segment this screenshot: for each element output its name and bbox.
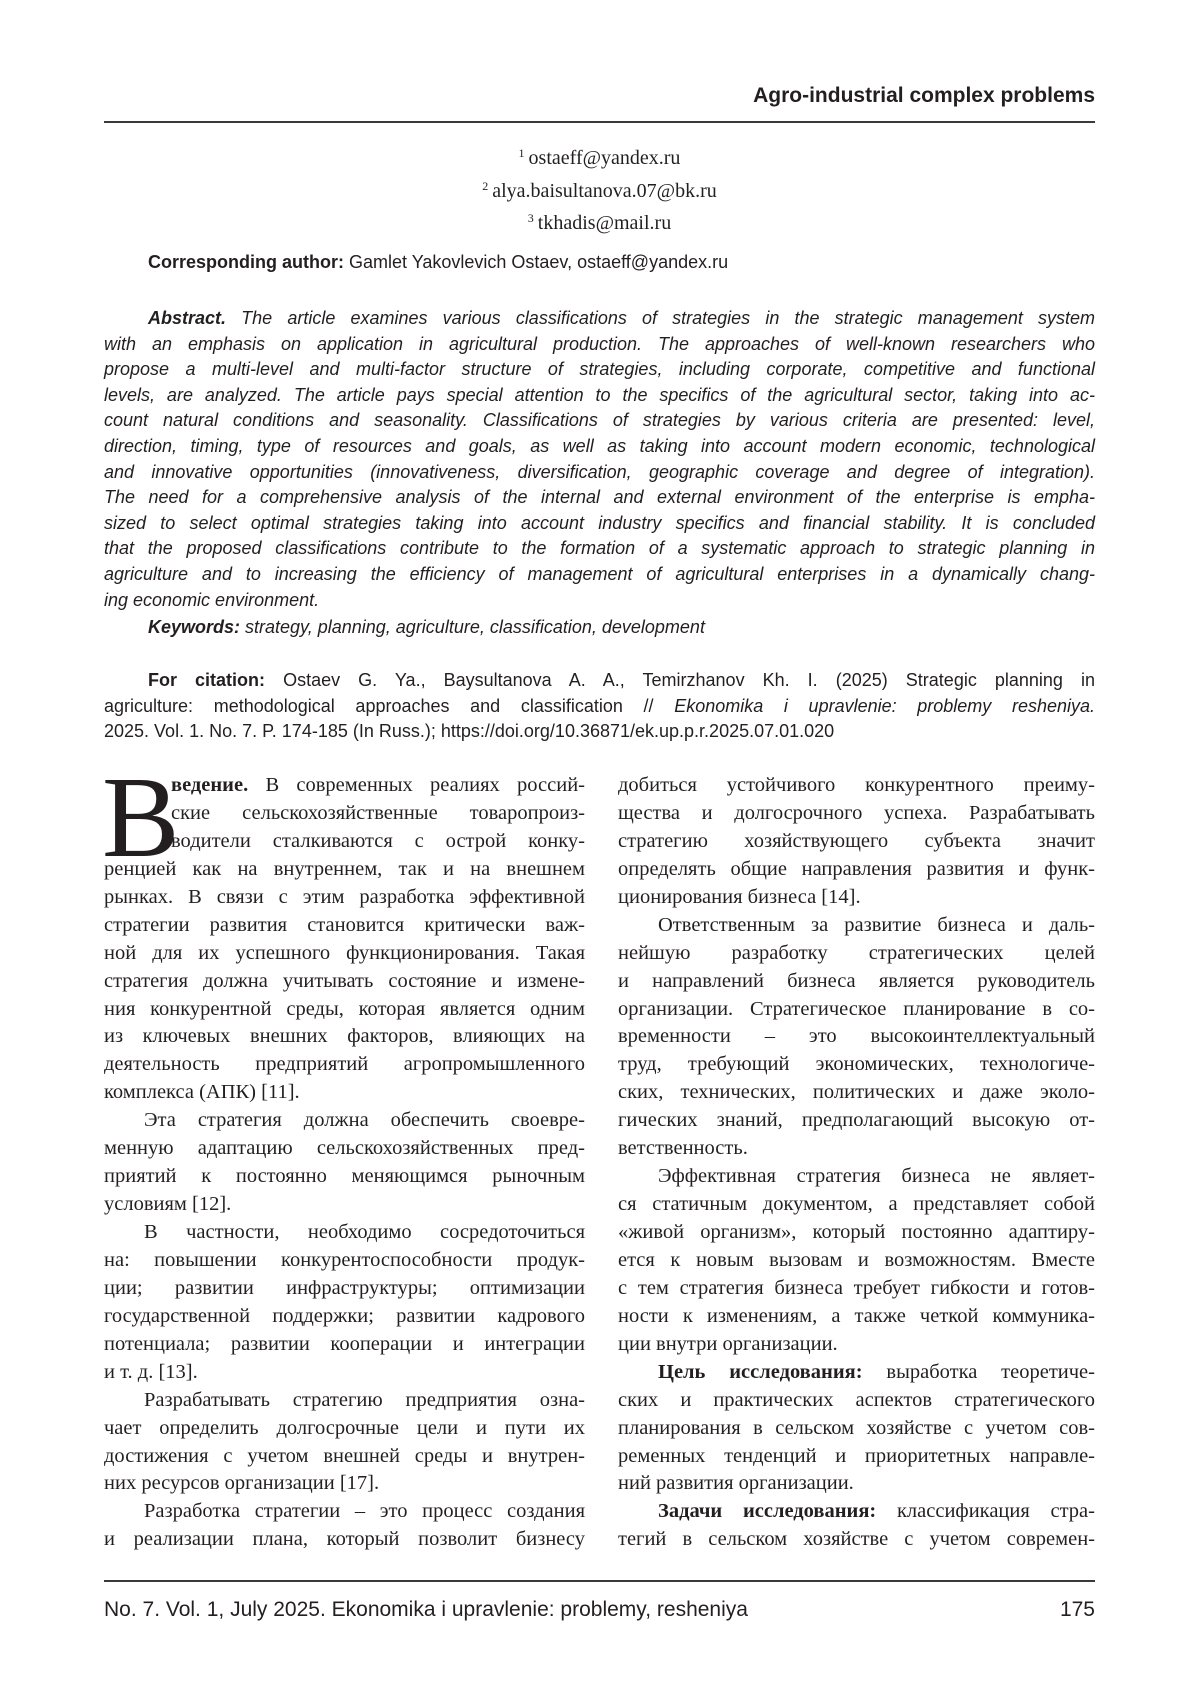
abstract-text: with an emphasis on application in agricultural production. The approaches of well-known researchers who: [104, 334, 1095, 354]
text-line: [104, 1163, 585, 1191]
line-text: потенциала; развитии кооперации и интеграции: [104, 1333, 585, 1355]
paragraph: [104, 1219, 585, 1387]
page-footer: [104, 1598, 1095, 1622]
text-line: [618, 1247, 1095, 1275]
text-line: [104, 1498, 585, 1526]
text-line: [104, 1023, 585, 1051]
body-column-left: [104, 772, 585, 1554]
text-line: [104, 1107, 585, 1135]
text-line: [104, 1387, 585, 1415]
line-text: «живой организм», который постоянно адаптиру-: [618, 1221, 1095, 1243]
abstract-text: count natural conditions and seasonality. Classifications of strategies by various criteria are presented: level,: [104, 410, 1095, 430]
line-text: комплекса (АПК) [11].: [104, 1081, 300, 1103]
abstract-line: [104, 460, 1095, 486]
corresponding-value: Gamlet Yakovlevich Ostaev, ostaeff@yandex.ru: [344, 252, 728, 272]
text-line: [618, 1163, 1095, 1191]
line-text: ветственность.: [618, 1137, 748, 1159]
email-line: [104, 205, 1095, 238]
line-text: ременных тенденций и приоритетных направле-: [618, 1445, 1095, 1467]
corresponding-label: Corresponding author:: [148, 252, 344, 272]
abstract-text: propose a multi-level and multi-factor structure of strategies, including corporate, competitive and functional: [104, 359, 1095, 379]
text-line: [104, 1303, 585, 1331]
text-line: [618, 1331, 1095, 1359]
text-line: [104, 1219, 585, 1247]
line-text: ские сельскохозяйственные товаропроиз-: [171, 802, 585, 824]
line-text: организации. Стратегическое планирование в со-: [618, 998, 1095, 1020]
line-text: них ресурсов организации [17].: [104, 1472, 379, 1494]
citation-text: Ostaev G. Ya., Baysultanova A. A., Temirzhanov Kh. I. (2025) Strategic planning in: [265, 670, 1095, 690]
abstract-line: [104, 332, 1095, 358]
text-line: [618, 1470, 1095, 1498]
text-line: [618, 1079, 1095, 1107]
line-text: ских, технических, политических и даже эколо-: [618, 1081, 1095, 1103]
line-text: стратегию хозяйствующего субъекта значит: [618, 830, 1095, 852]
email-line: [104, 140, 1095, 173]
line-text: ренцией как на внутреннем, так и на внешнем: [104, 858, 585, 880]
abstract-text: agriculture and to increasing the efficiency of management of agricultural enterprises in a dynamically chang-: [104, 564, 1095, 584]
text-line: [618, 1387, 1095, 1415]
abstract-text: The article examines various classifications of strategies in the strategic management system: [226, 308, 1095, 328]
line-text: приятий к постоянно меняющимся рыночным: [104, 1165, 585, 1187]
abstract-line: [104, 485, 1095, 511]
line-text: ских и практических аспектов стратегического: [618, 1389, 1095, 1411]
running-header: Agro-industrial complex problems: [753, 84, 1095, 108]
lead-in: ведение.: [171, 774, 248, 796]
corresponding-author: [148, 252, 728, 273]
text-line: [618, 1415, 1095, 1443]
abstract-line: [104, 536, 1095, 562]
line-text: планирования в сельском хозяйстве с учетом сов-: [618, 1417, 1095, 1439]
text-line: [104, 1275, 585, 1303]
line-text: ется к новым вызовам и возможностям. Вместе: [618, 1249, 1095, 1271]
header-rule: [104, 121, 1095, 123]
footer-journal: No. 7. Vol. 1, July 2025. Ekonomika i upravlenie: problemy, resheniya: [104, 1598, 748, 1622]
text-line: [618, 1443, 1095, 1471]
abstract-line: [104, 408, 1095, 434]
citation-line: [104, 668, 1095, 694]
text-line: [618, 856, 1095, 884]
text-line: [618, 1051, 1095, 1079]
citation-line: [104, 719, 1095, 745]
text-line: [104, 996, 585, 1024]
text-line: [618, 996, 1095, 1024]
citation-journal: Ekonomika i upravlenie: problemy resheniya.: [674, 696, 1095, 716]
text-line: [618, 1275, 1095, 1303]
email-link[interactable]: alya.baisultanova.07@bk.ru: [492, 180, 716, 202]
abstract-text: The need for a comprehensive analysis of the internal and external environment of the enterprise is empha-: [104, 487, 1095, 507]
line-text: нейшую разработку стратегических целей: [618, 942, 1095, 964]
citation-label: For citation:: [148, 670, 265, 690]
text-line: [618, 1107, 1095, 1135]
line-text: В частности, необходимо сосредоточиться: [144, 1221, 585, 1243]
line-text: условиям [12].: [104, 1193, 231, 1215]
line-text: выработка теоретиче-: [863, 1361, 1095, 1383]
abstract-line: [104, 562, 1095, 588]
line-text: менную адаптацию сельскохозяйственных пред-: [104, 1137, 585, 1159]
email-line: [104, 173, 1095, 206]
text-line: [104, 1359, 585, 1387]
abstract-text: that the proposed classifications contribute to the formation of a systematic approach to strategic planning in: [104, 538, 1095, 558]
line-text: определять общие направления развития и функ-: [618, 858, 1095, 880]
text-line: [618, 1135, 1095, 1163]
line-text: ния конкурентной среды, которая является одним: [104, 998, 585, 1020]
text-line: [104, 1443, 585, 1471]
line-text: временности – это высокоинтеллектуальный: [618, 1025, 1095, 1047]
footnote-mark: 3: [528, 211, 534, 225]
line-text: Разрабатывать стратегию предприятия озна-: [144, 1389, 585, 1411]
text-line: [104, 912, 585, 940]
line-text: добиться устойчивого конкурентного преиму-: [618, 774, 1095, 796]
abstract-label: Abstract.: [148, 308, 226, 328]
paragraph: [618, 1359, 1095, 1499]
text-line: [104, 884, 585, 912]
line-text: щества и долгосрочного успеха. Разрабатывать: [618, 802, 1095, 824]
paragraph: [104, 1107, 585, 1219]
email-link[interactable]: tkhadis@mail.ru: [538, 212, 671, 234]
text-line: [104, 1470, 585, 1498]
abstract-text: direction, timing, type of resources and goals, as well as taking into account modern economic, technological: [104, 436, 1095, 456]
paragraph: [104, 1498, 585, 1554]
text-line: [618, 968, 1095, 996]
abstract-line: [104, 306, 1095, 332]
text-line: [618, 940, 1095, 968]
line-text: Эта стратегия должна обеспечить своевре-: [144, 1109, 585, 1131]
line-text: достижения с учетом внешней среды и внутрен-: [104, 1445, 585, 1467]
abstract-text: levels, are analyzed. The article pays special attention to the specifics of the agricultural sector, taking into ac-: [104, 385, 1095, 405]
keywords-value: strategy, planning, agriculture, classification, development: [240, 617, 705, 637]
abstract-line: [104, 511, 1095, 537]
line-text: и направлений бизнеса является руководитель: [618, 970, 1095, 992]
lead-in: Задачи исследования:: [658, 1500, 876, 1522]
line-text: водители сталкиваются с острой конку-: [171, 830, 585, 852]
line-text: рынках. В связи с этим разработка эффективной: [104, 886, 585, 908]
citation: [104, 668, 1095, 745]
line-text: стратегия должна учитывать состояние и измене-: [104, 970, 585, 992]
line-text: государственной поддержки; развитии кадрового: [104, 1305, 585, 1327]
abstract-line: [104, 383, 1095, 409]
abstract-text: and innovative opportunities (innovativeness, diversification, geographic coverage and degree of integration).: [104, 462, 1095, 482]
paragraph: [618, 772, 1095, 912]
line-text: тегий в сельском хозяйстве с учетом современ-: [618, 1528, 1095, 1550]
text-line: [618, 772, 1095, 800]
line-text: труд, требующий экономических, технологиче-: [618, 1053, 1095, 1075]
abstract-line: [104, 588, 1095, 614]
text-line: [618, 828, 1095, 856]
text-line: [104, 1135, 585, 1163]
footnote-mark: 2: [482, 179, 488, 193]
text-line: [104, 1051, 585, 1079]
text-line: [104, 968, 585, 996]
abstract-text: sized to select optimal strategies taking into account industry specifics and financial stability. It is concluded: [104, 513, 1095, 533]
line-text: и реализации плана, который позволит бизнесу: [104, 1528, 585, 1550]
text-line: [618, 1303, 1095, 1331]
citation-line: [104, 694, 1095, 720]
footer-rule: [104, 1580, 1095, 1582]
paragraph: [104, 1387, 585, 1499]
line-text: чает определить долгосрочные цели и пути их: [104, 1417, 585, 1439]
paragraph: [618, 1498, 1095, 1554]
text-line: [104, 1526, 585, 1554]
abstract-line: [104, 434, 1095, 460]
author-emails: [104, 140, 1095, 238]
line-text: гических знаний, предполагающий высокую от-: [618, 1109, 1095, 1131]
line-text: деятельность предприятий агропромышленного: [104, 1053, 585, 1075]
abstract-text: ing economic environment.: [104, 590, 319, 610]
line-text: ции; развитии инфраструктуры; оптимизации: [104, 1277, 585, 1299]
line-text: ции внутри организации.: [618, 1333, 838, 1355]
text-line: [618, 1498, 1095, 1526]
drop-cap: В: [102, 760, 179, 876]
line-text: стратегии развития становится критически важ-: [104, 914, 585, 936]
line-text: Эффективная стратегия бизнеса не являет-: [658, 1165, 1095, 1187]
line-text: ся статичным документом, а представляет собой: [618, 1193, 1095, 1215]
email-link[interactable]: ostaeff@yandex.ru: [529, 147, 681, 169]
footnote-mark: 1: [519, 146, 525, 160]
text-line: [618, 1023, 1095, 1051]
keywords: [104, 615, 1095, 641]
text-line: [618, 1526, 1095, 1554]
page-number: 175: [1060, 1598, 1095, 1622]
line-text: ционирования бизнеса [14].: [618, 886, 861, 908]
abstract-line: [104, 357, 1095, 383]
line-text: В современных реалиях россий-: [248, 774, 585, 796]
line-text: и т. д. [13].: [104, 1361, 198, 1383]
keywords-label: Keywords:: [148, 617, 240, 637]
text-line: [618, 1219, 1095, 1247]
body-column-right: [618, 772, 1095, 1554]
abstract: [104, 306, 1095, 613]
text-line: [618, 1359, 1095, 1387]
text-line: [104, 1415, 585, 1443]
text-line: [618, 912, 1095, 940]
text-line: [618, 1191, 1095, 1219]
paragraph: [618, 1163, 1095, 1359]
line-text: Разработка стратегии – это процесс создания: [144, 1500, 585, 1522]
citation-doi[interactable]: 2025. Vol. 1. No. 7. P. 174-185 (In Russ.); https://doi.org/10.36871/ek.up.p.r.2025.07.01.020: [104, 721, 834, 741]
text-line: [104, 1331, 585, 1359]
line-text: с тем стратегия бизнеса требует гибкости и готов-: [618, 1277, 1095, 1299]
text-line: [104, 1079, 585, 1107]
line-text: ной для их успешного функционирования. Такая: [104, 942, 585, 964]
text-line: [104, 1247, 585, 1275]
line-text: Ответственным за развитие бизнеса и даль-: [658, 914, 1095, 936]
citation-text: agriculture: methodological approaches and classification //: [104, 696, 674, 716]
lead-in: Цель исследования:: [658, 1361, 863, 1383]
line-text: на: повышении конкурентоспособности продук-: [104, 1249, 585, 1271]
text-line: [618, 884, 1095, 912]
line-text: ний развития организации.: [618, 1472, 854, 1494]
text-line: [618, 800, 1095, 828]
line-text: классификация стра-: [876, 1500, 1095, 1522]
text-line: [104, 940, 585, 968]
text-line: [104, 1191, 585, 1219]
line-text: ности к изменениям, а также четкой коммуника-: [618, 1305, 1095, 1327]
line-text: из ключевых внешних факторов, влияющих на: [104, 1025, 585, 1047]
paragraph: [618, 912, 1095, 1163]
